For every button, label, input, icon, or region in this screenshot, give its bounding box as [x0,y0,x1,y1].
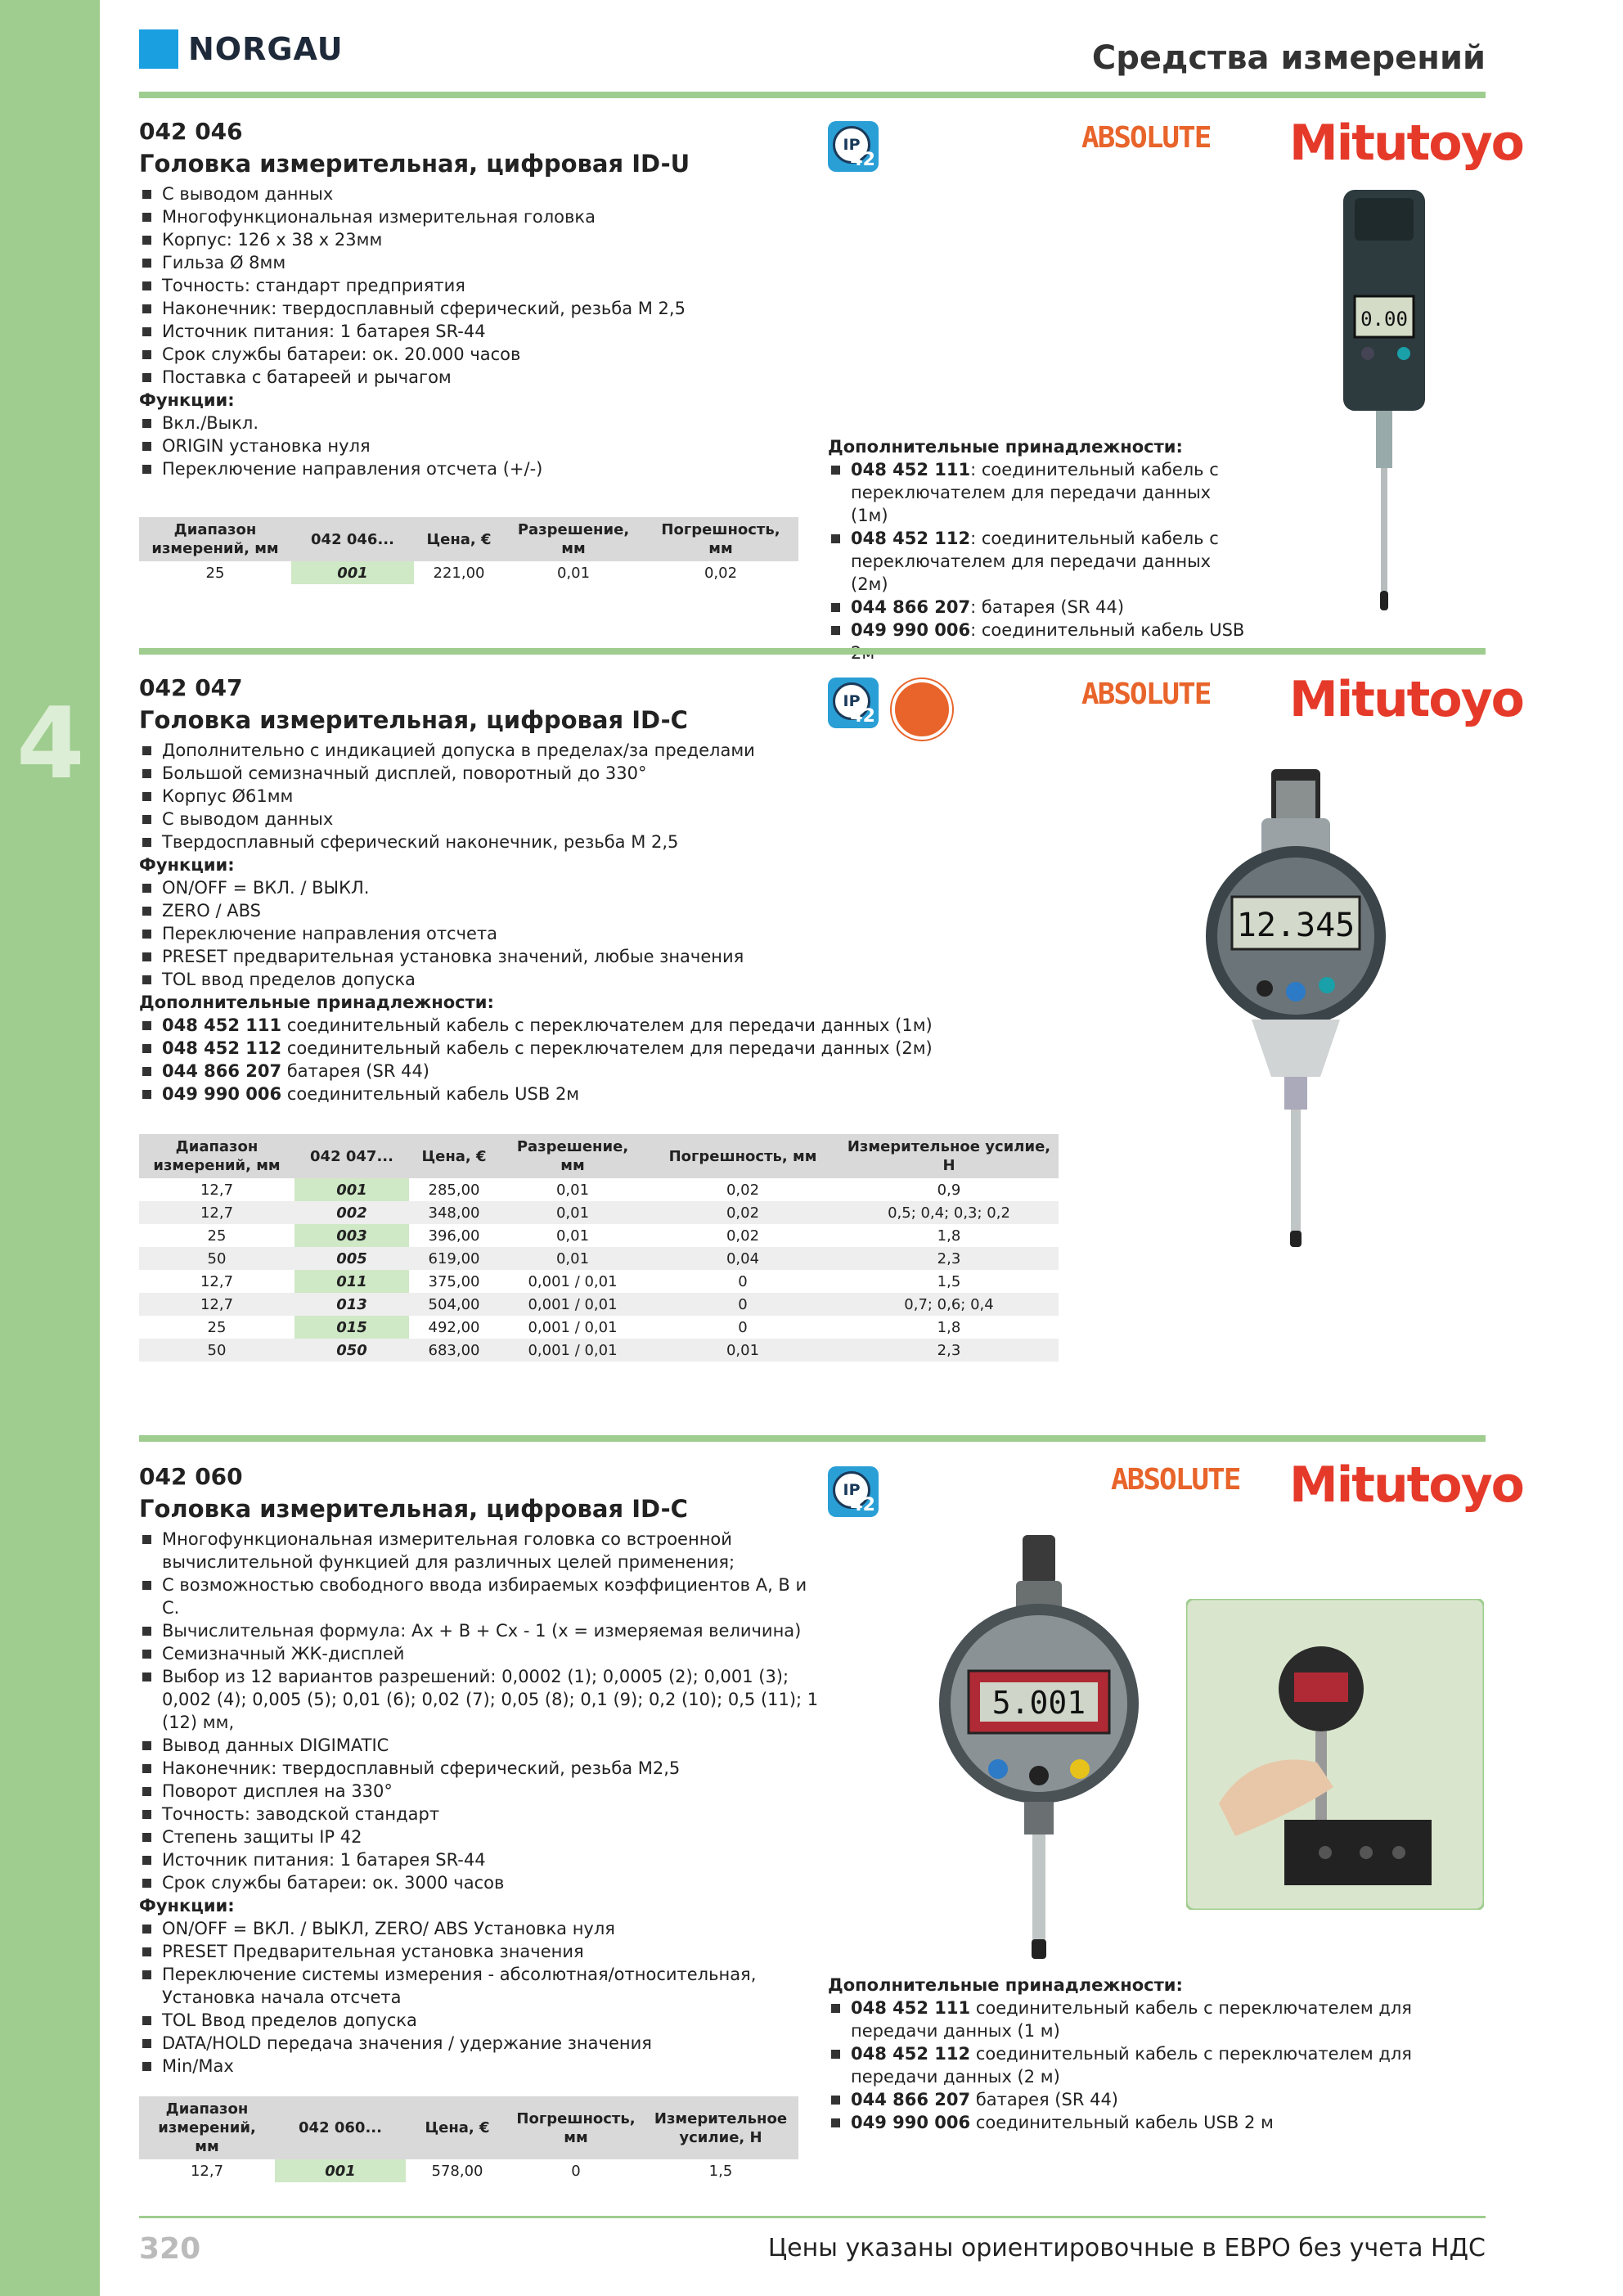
function-list [139,1917,826,2078]
table-row [139,561,798,584]
header-rule [139,92,1486,98]
table-cell: 0,01 [646,1339,839,1362]
table-cell: 12,7 [200,1272,234,1290]
accessory-item [139,1083,1055,1105]
list-item: ON/OFF = ВКЛ. / ВЫКЛ, ZERO/ ABS Установка нуля [139,1917,826,1940]
variant-code-cell: 002 [294,1201,409,1224]
certification-seal-icon [892,679,952,740]
product-title: Головка измерительная, цифровая ID-C [139,1495,688,1523]
table-cell: 25 [205,564,225,582]
table-header-cell: Погрешность, мм [643,517,798,561]
list-item: Дополнительно с индикацией допуска в пределах/за пределами [139,739,1055,762]
ip42-badge-icon: IP 42 [828,1466,879,1517]
accessory-item [139,1014,1055,1037]
absolute-logo: ABSOLUTE [1111,1463,1240,1497]
list-item: С выводом данных [139,182,810,205]
list-item: ORIGIN установка нуля [139,434,810,457]
accessory-text: : соединительный кабель с переключателем для передачи данных (2м) [851,529,1219,594]
svg-text:0.00: 0.00 [1360,308,1408,331]
table-cell: 1,5 [708,2162,733,2180]
table-cell: 0,001 / 0,01 [499,1293,646,1316]
list-item: Корпус: 126 х 38 х 23мм [139,228,810,251]
table-cell: 619,00 [409,1247,499,1270]
table-cell: 12,7 [139,1293,294,1316]
table-row [139,1247,1059,1270]
list-item: Вкл./Выкл. [139,412,810,434]
accessories-list [828,458,1253,664]
product-code: 042 046 [139,118,243,145]
accessory-text: соединительный кабель с переключателем для передачи данных (2 м) [851,2044,1412,2087]
table-cell: 0,01 [499,1201,646,1224]
accessory-text: соединительный кабель с переключателем для передачи данных (1м) [281,1015,933,1035]
table-row [139,1270,1059,1293]
variant-code-cell: 050 [294,1339,409,1362]
spec-table-042060 [139,2096,798,2182]
absolute-logo: ABSOLUTE [1081,121,1211,155]
accessories-list [828,1997,1482,2134]
list-item: Степень защиты IP 42 [139,1826,826,1848]
table-row [139,1339,1059,1362]
table-cell: 0,02 [726,1227,760,1245]
list-item: Переключение направления отсчета [139,922,1055,945]
id-c-calc-indicator-image [933,1532,1145,1990]
table-row [139,1224,1059,1247]
table-cell: 221,00 [433,564,485,582]
accessory-item [828,619,1253,664]
table-cell: 0,02 [646,1201,839,1224]
accessory-code: 048 452 111 [851,460,971,479]
table-header-cell: Диапазон измерений, мм [139,517,291,561]
table-cell: 50 [139,1339,294,1362]
list-item: Поворот дисплея на 330° [139,1780,826,1803]
accessory-code: 048 452 111 [851,1998,971,2018]
table-row [139,1316,1059,1339]
product-code: 042 060 [139,1463,243,1490]
accessory-code: 048 452 112 [851,2044,971,2064]
accessory-text: соединительный кабель с переключателем для передачи данных (1 м) [851,1998,1412,2041]
table-header-cell: Погрешность, мм [509,2096,643,2159]
accessory-code: 048 452 112 [162,1038,282,1058]
list-item: DATA/HOLD передача значения / удержание значения [139,2032,826,2055]
accessory-item [139,1060,1055,1083]
spec-table [139,517,798,584]
accessory-item [828,527,1253,596]
table-header-cell: Цена, € [409,1134,499,1178]
table-cell: 0,001 / 0,01 [528,1272,618,1290]
accessories-title: Дополнительные принадлежности: [828,437,1183,457]
id-c-indicator-image [1198,766,1394,1257]
list-item: TOL Ввод пределов допуска [139,2009,826,2032]
table-header-cell: Диапазон измерений, мм [139,2096,275,2159]
table-header-cell: Измерительное усилие, Н [839,1134,1059,1178]
list-item: Поставка с батареей и рычагом [139,366,810,389]
accessories-042060 [828,1974,1482,2134]
table-cell: 1,5 [937,1272,961,1290]
spec-table-042046 [139,517,798,584]
accessories-042046 [828,435,1253,664]
accessory-item [828,1997,1482,2042]
functions-label: Функции: [139,390,235,410]
list-item: Срок службы батареи: ок. 3000 часов [139,1871,826,1894]
page-number: 320 [139,2232,201,2266]
table-cell: 2,3 [839,1247,1059,1270]
accessory-text: батарея (SR 44) [281,1061,429,1081]
table-cell: 12,7 [190,2162,224,2180]
table-cell: 504,00 [409,1293,499,1316]
table-header-cell: Цена, € [406,2096,509,2159]
svg-text:12.345: 12.345 [1236,907,1355,944]
ip42-badge-icon: IP 42 [828,678,879,728]
table-cell: 25 [207,1227,227,1245]
usage-photo-image [1186,1599,1484,1910]
accessory-item [139,1037,1055,1060]
functions-label: Функции: [139,855,235,875]
table-cell: 0,01 [555,1181,590,1199]
product-title: Головка измерительная, цифровая ID-C [139,706,688,734]
table-cell: 1,8 [937,1227,961,1245]
functions-label: Функции: [139,1896,235,1916]
accessory-code: 049 990 006 [851,620,971,640]
brand-logo-square [139,29,178,69]
list-item: TOL ввод пределов допуска [139,968,1055,991]
accessories-list [139,1014,1055,1105]
table-cell: 285,00 [428,1181,480,1199]
table-cell: 0,001 / 0,01 [528,1318,618,1336]
list-item: С возможностью свободного ввода избираемых коэффициентов A, B и C. [139,1573,826,1619]
accessory-item [828,458,1253,527]
table-cell: 578,00 [431,2162,483,2180]
feature-list [139,1528,826,1894]
product-section-042046 [139,118,810,480]
id-u-indicator-image [1327,187,1441,620]
list-item: Точность: заводской стандарт [139,1803,826,1826]
list-item: Источник питания: 1 батарея SR-44 [139,320,810,343]
table-cell: 0,04 [646,1247,839,1270]
list-item: Гильза Ø 8мм [139,251,810,274]
page-section-title: Средства измерений [1091,39,1486,77]
table-cell: 1,8 [937,1318,961,1336]
section-rule [139,648,1486,655]
table-cell: 683,00 [409,1339,499,1362]
svg-text:5.001: 5.001 [991,1685,1086,1721]
list-item: ZERO / ABS [139,899,1055,922]
footer-rule [139,2216,1486,2218]
accessory-code: 044 866 207 [851,597,971,617]
variant-code-cell: 001 [294,1178,409,1201]
table-header-cell: 042 060... [275,2096,406,2159]
table-cell: 2,3 [839,1339,1059,1362]
table-cell: 0,5; 0,4; 0,3; 0,2 [839,1201,1059,1224]
table-header-cell: Разрешение, мм [499,1134,646,1178]
accessory-text: : соединительный кабель с переключателем для передачи данных (1м) [851,460,1219,525]
variant-code-cell: 005 [294,1247,409,1270]
mitutoyo-logo: Mitutoyo [1289,1456,1523,1514]
table-cell: 50 [139,1247,294,1270]
table-cell: 348,00 [409,1201,499,1224]
table-row [139,2159,798,2182]
variant-code-cell: 001 [291,561,414,584]
variant-code-cell: 013 [294,1293,409,1316]
table-cell: 0,9 [937,1181,961,1199]
list-item: PRESET предварительная установка значений, любые значения [139,945,1055,968]
table-header-cell: Цена, € [414,517,504,561]
table-cell: 0 [738,1318,748,1336]
list-item: Выбор из 12 вариантов разрешений: 0,0002 (1); 0,0005 (2); 0,001 (3); 0,002 (4); 0,005 (5); 0,01 (6); 0,02 (7); 0,05 (8); 0,1 (9); 0,2 (10); 0,5 (11); 1 (12) мм, [139,1665,826,1734]
accessories-title: Дополнительные принадлежности: [139,993,494,1012]
table-cell: 25 [207,1318,227,1336]
table-cell: 0,7; 0,6; 0,4 [839,1293,1059,1316]
list-item: Срок службы батареи: ок. 20.000 часов [139,343,810,366]
table-cell: 0,01 [499,1247,646,1270]
list-item: Семизначный ЖК-дисплей [139,1642,826,1665]
feature-list [139,182,810,389]
table-header-cell: Диапазон измерений, мм [139,1134,294,1178]
list-item: Min/Max [139,2055,826,2078]
chapter-sidebar [0,0,100,2296]
variant-code-cell: 015 [294,1316,409,1339]
product-code: 042 047 [139,674,243,701]
list-item: Наконечник: твердосплавный сферический, резьба М2,5 [139,1757,826,1780]
accessory-code: 049 990 006 [851,2113,971,2132]
table-cell: 0,02 [704,564,738,582]
list-item: Твердосплавный сферический наконечник, резьба М 2,5 [139,831,1055,853]
section-rule [139,1435,1486,1442]
list-item: Вычислительная формула: Ax + B + Cx - 1 (x = измеряемая величина) [139,1619,826,1642]
variant-code-cell: 011 [294,1270,409,1293]
spec-table-042047 [139,1134,1059,1362]
absolute-logo: ABSOLUTE [1081,678,1211,711]
table-header-cell: Погрешность, мм [646,1134,839,1178]
list-item: Источник питания: 1 батарея SR-44 [139,1848,826,1871]
table-header-cell: 042 046... [291,517,414,561]
accessory-code: 044 866 207 [162,1061,282,1081]
variant-code-cell: 003 [294,1224,409,1247]
table-row [139,1293,1059,1316]
accessory-code: 044 866 207 [851,2090,971,2109]
product-title: Головка измерительная, цифровая ID-U [139,150,690,178]
list-item: Переключение системы измерения - абсолютная/относительная, Установка начала отсчета [139,1963,826,2009]
accessory-text: батарея (SR 44) [970,2090,1118,2109]
list-item: ON/OFF = ВКЛ. / ВЫКЛ. [139,876,1055,899]
table-row [139,1201,1059,1224]
variant-code-cell: 001 [275,2159,406,2182]
function-list [139,412,810,480]
table-cell: 0,01 [556,564,591,582]
feature-list [139,739,1055,853]
list-item: Наконечник: твердосплавный сферический, резьба М 2,5 [139,297,810,320]
accessory-item [828,2088,1482,2111]
list-item: Многофункциональная измерительная головка со встроенной вычислительной функцией для различных целей применения; [139,1528,826,1573]
price-note: Цены указаны ориентировочные в ЕВРО без учета НДС [767,2234,1486,2262]
accessory-text: соединительный кабель USB 2м [281,1084,580,1104]
function-list [139,876,1055,991]
accessory-text: : батарея (SR 44) [970,597,1125,617]
list-item: Точность: стандарт предприятия [139,274,810,297]
table-header-cell: 042 047... [294,1134,409,1178]
spec-table [139,2096,798,2182]
accessory-item [828,596,1253,619]
table-cell: 0 [646,1293,839,1316]
table-cell: 0 [571,2162,581,2180]
list-item: PRESET Предварительная установка значения [139,1940,826,1963]
accessory-code: 048 452 111 [162,1015,282,1035]
table-cell: 0,001 / 0,01 [499,1339,646,1362]
product-section-042060 [139,1463,826,2078]
spec-table [139,1134,1059,1362]
accessory-code: 049 990 006 [162,1084,282,1104]
table-cell: 12,7 [139,1201,294,1224]
list-item: Многофункциональная измерительная головка [139,205,810,228]
table-cell: 0 [738,1272,748,1290]
table-cell: 375,00 [428,1272,480,1290]
table-header-cell: Разрешение, мм [504,517,643,561]
ip42-badge-icon: IP 42 [828,121,879,172]
table-row [139,1178,1059,1201]
chapter-number: 4 [16,687,85,801]
brand-logo-text: NORGAU [188,31,344,67]
list-item: Вывод данных DIGIMATIC [139,1734,826,1757]
accessory-item [828,2042,1482,2088]
mitutoyo-logo: Mitutoyo [1289,115,1523,172]
accessory-item [828,2111,1482,2134]
table-cell: 396,00 [428,1227,480,1245]
table-cell: 492,00 [428,1318,480,1336]
list-item: Большой семизначный дисплей, поворотный до 330° [139,762,1055,785]
accessory-text: соединительный кабель USB 2 м [970,2113,1274,2132]
table-cell: 0,02 [726,1181,760,1199]
table-cell: 0,01 [555,1227,590,1245]
table-cell: 12,7 [200,1181,234,1199]
accessory-text: соединительный кабель с переключателем для передачи данных (2м) [281,1038,933,1058]
accessory-code: 048 452 112 [851,529,971,548]
list-item: Корпус Ø61мм [139,785,1055,808]
list-item: С выводом данных [139,808,1055,831]
accessories-title: Дополнительные принадлежности: [828,1975,1183,1995]
list-item: Переключение направления отсчета (+/-) [139,457,810,480]
accessory-text: : соединительный кабель USB [970,620,1245,640]
table-header-cell: Измерительное усилие, Н [643,2096,798,2159]
mitutoyo-logo: Mitutoyo [1289,671,1523,728]
